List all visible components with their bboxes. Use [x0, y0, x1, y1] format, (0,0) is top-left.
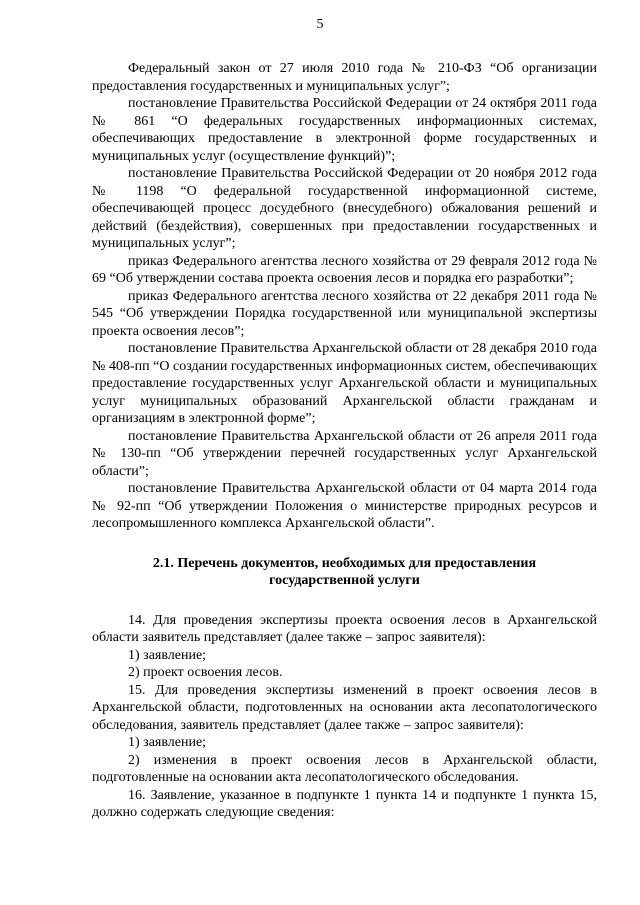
- paragraph-order-69: приказ Федерального агентства лесного хозяйства от 29 февраля 2012 года № 69 “Об утверждении состава проекта освоения лесов и порядка его разработки”;: [92, 253, 597, 286]
- paragraph-item-16: 16. Заявление, указанное в подпункте 1 пункта 14 и подпункте 1 пункта 15, должно содержать следующие сведения:: [92, 787, 597, 820]
- paragraph-federal-law-210: Федеральный закон от 27 июля 2010 года № 210-ФЗ “Об организации предоставления государственных и муниципальных услуг”;: [92, 61, 597, 94]
- paragraph-item-15: 15. Для проведения экспертизы изменений в проект освоения лесов в Архангельской области, подготовленных на основании акта лесопатологического обследования, заявитель представляет (далее также – запрос заявителя):: [92, 682, 597, 733]
- paragraph-decree-861: постановление Правительства Российской Федерации от 24 октября 2011 года № 861 “О федеральных государственных информационных системах, обеспечивающих предоставление в электронной форме государственных и муниципальных услуг (осуществление функций)”;: [92, 96, 597, 164]
- paragraph-decree-130: постановление Правительства Архангельской области от 26 апреля 2011 года № 130-пп “Об утверждении перечней государственных услуг Архангельской области”;: [92, 428, 597, 479]
- list-item-14-2: 2) проект освоения лесов.: [128, 665, 283, 680]
- paragraph-item-14: 14. Для проведения экспертизы проекта освоения лесов в Архангельской области заявитель представляет (далее также – запрос заявителя):: [92, 612, 597, 645]
- section-heading-line-1: 2.1. Перечень документов, необходимых для предоставления: [152, 555, 537, 571]
- list-item-15-2: 2) изменения в проект освоения лесов в Архангельской области, подготовленные на основании акта лесопатологического обследования.: [92, 752, 597, 785]
- list-item-14-1: 1) заявление;: [128, 647, 207, 663]
- page-number: 5: [316, 17, 324, 32]
- section-heading: [92, 555, 597, 590]
- paragraph-order-545: приказ Федерального агентства лесного хозяйства от 22 декабря 2011 года № 545 “Об утверждении Порядка государственной или муниципальной экспертизы проекта освоения лесов”;: [92, 288, 597, 339]
- paragraph-decree-92: постановление Правительства Архангельской области от 04 марта 2014 года № 92-пп “Об утверждении Положения о министерстве природных ресурсов и лесопромышленного комплекса Архангельской области”.: [92, 481, 597, 531]
- section-heading-line-2: государственной услуги: [269, 573, 420, 588]
- paragraph-decree-1198: постановление Правительства Российской Федерации от 20 ноября 2012 года № 1198 “О федеральной государственной информационной системе, обеспечивающей процесс досудебного (внесудебного) обжалования решений и действий (бездействия), совершенных при предоставлении государственных и муниципальных услуг”;: [92, 166, 597, 251]
- document-body: [92, 60, 597, 822]
- list-item-15-1: 1) заявление;: [128, 735, 207, 750]
- paragraph-decree-408: постановление Правительства Архангельской области от 28 декабря 2010 года № 408-пп “О создании государственных информационных систем, обеспечивающих предоставление государственных услуг Архангельской области и муниципальных услуг муниципальных образований Архангельской области гражданам и организациям в электронной форме”;: [92, 341, 597, 426]
